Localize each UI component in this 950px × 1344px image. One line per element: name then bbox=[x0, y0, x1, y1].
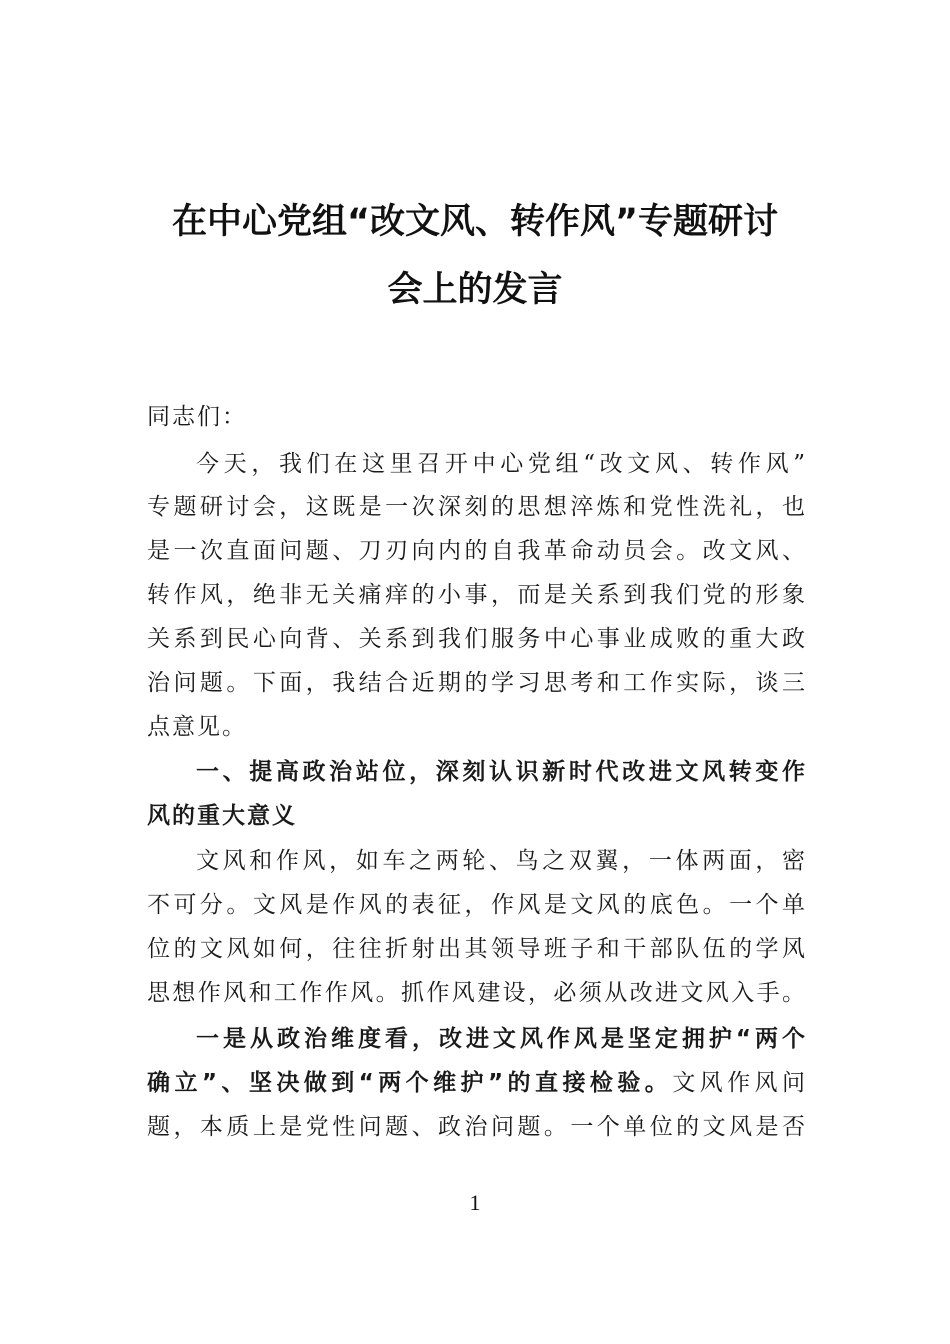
intro-line-1: 今天，我们在这里召开中心党组“改文风、转作风” bbox=[196, 451, 805, 477]
intro-line-7: 点意见。 bbox=[147, 714, 247, 740]
section-heading-line-2: 风的重大意义 bbox=[147, 803, 297, 829]
salutation: 同志们： bbox=[147, 404, 247, 430]
para2-line-4: 思想作风和工作作风。抓作风建设，必须从改进文风入手。 bbox=[147, 980, 805, 1006]
intro-line-2: 专题研讨会，这既是一次深刻的思想淬炼和党性洗礼，也 bbox=[147, 494, 805, 520]
page-number: 1 bbox=[469, 1190, 481, 1215]
intro-line-4: 转作风，绝非无关痛痒的小事，而是关系到我们党的形象 bbox=[147, 582, 805, 608]
intro-line-6: 治问题。下面，我结合近期的学习思考和工作实际，谈三 bbox=[147, 670, 805, 696]
para2-line-3: 位的文风如何，往往折射出其领导班子和干部队伍的学风 bbox=[147, 936, 805, 962]
para2-line-2: 不可分。文风是作风的表征，作风是文风的底色。一个单 bbox=[147, 892, 805, 918]
section-heading-line-1: 一、提高政治站位，深刻认识新时代改进文风转变作 bbox=[196, 759, 805, 785]
para3-bold-line-2: 确立”、坚决做到“两个维护”的直接检验。 bbox=[147, 1070, 673, 1096]
para3-line-3: 题，本质上是党性问题、政治问题。一个单位的文风是否 bbox=[147, 1114, 805, 1140]
intro-line-3: 是一次直面问题、刀刃向内的自我革命动员会。改文风、 bbox=[147, 538, 805, 564]
para3-rest-line-2: 文风作风问 bbox=[672, 1070, 805, 1096]
para3-bold-line-1: 一是从政治维度看，改进文风作风是坚定拥护“两个 bbox=[196, 1026, 805, 1052]
para2-line-1: 文风和作风，如车之两轮、鸟之双翼，一体两面，密 bbox=[196, 848, 805, 874]
intro-line-5: 关系到民心向背、关系到我们服务中心事业成败的重大政 bbox=[147, 626, 805, 652]
para3-line-2 bbox=[147, 1068, 805, 1098]
document-title-line-1: 在中心党组“改文风、转作风”专题研讨 bbox=[171, 202, 778, 242]
document-title-line-2: 会上的发言 bbox=[387, 270, 563, 310]
